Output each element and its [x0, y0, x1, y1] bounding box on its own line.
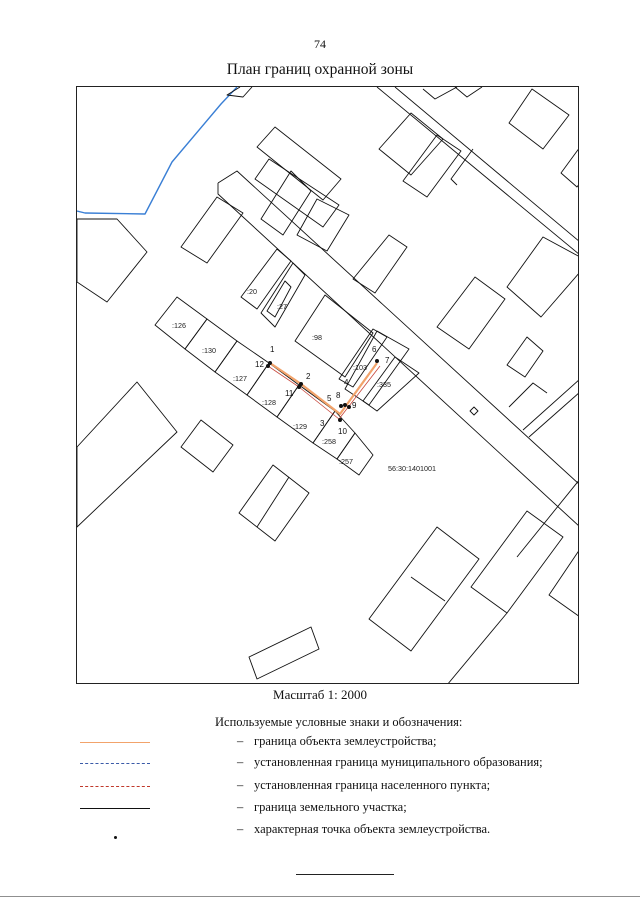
legend-swatch	[80, 763, 150, 764]
cadastral-block-label: 56:30:1401001	[388, 464, 436, 473]
legend-text: граница земельного участка;	[254, 800, 407, 814]
river-line	[77, 87, 237, 214]
boundary-point	[375, 359, 379, 363]
building	[451, 149, 473, 185]
legend-text: установленная граница муниципального образования;	[254, 755, 543, 769]
parcel-label: :98	[312, 333, 322, 342]
legend-swatch	[80, 808, 150, 809]
parcel-label: :20	[247, 287, 257, 296]
point-label: 4	[344, 378, 349, 387]
legend-swatch	[80, 786, 150, 787]
parcel-label: :335	[377, 380, 391, 389]
point-label: 10	[338, 427, 347, 436]
parcel-label: :103	[353, 363, 367, 372]
map-frame	[76, 86, 579, 684]
legend-text: установленная граница населенного пункта;	[254, 778, 491, 792]
legend-dash: –	[237, 755, 244, 769]
legend-dash: –	[237, 822, 244, 836]
road-edge	[395, 87, 579, 242]
page-bottom-edge	[0, 896, 640, 897]
building	[181, 197, 243, 263]
point-label: 9	[352, 401, 357, 410]
legend-text: характерная точка объекта землеустройства.	[254, 822, 491, 836]
map-scale: Масштаб 1: 2000	[273, 687, 367, 702]
page-title: План границ охранной зоны	[226, 61, 414, 78]
building	[549, 549, 579, 617]
parcel-label: :128	[262, 398, 276, 407]
parcel	[337, 433, 373, 475]
legend-item-characteristic-point	[80, 822, 600, 840]
building	[297, 199, 349, 251]
building	[369, 527, 479, 651]
building	[257, 477, 289, 527]
legend-item-settlement-boundary	[80, 778, 600, 796]
footer-rule	[296, 874, 394, 875]
legend-item-land-plot-boundary	[80, 800, 600, 818]
building	[77, 219, 147, 302]
building	[509, 383, 547, 407]
boundary-point	[338, 418, 342, 422]
building	[255, 159, 339, 227]
point-label: 11	[285, 389, 294, 398]
building	[447, 613, 507, 684]
point-label: 6	[372, 345, 377, 354]
parcel-label: :258	[322, 437, 336, 446]
building	[470, 407, 478, 415]
parcel-label: :27	[277, 302, 287, 311]
parcel	[267, 281, 291, 317]
road-edge	[377, 87, 579, 255]
building	[403, 135, 461, 197]
building	[181, 420, 233, 472]
legend-item-object-boundary	[80, 734, 600, 752]
building	[239, 465, 309, 541]
building	[471, 511, 563, 613]
boundary-point	[266, 364, 270, 368]
point-label: 12	[255, 360, 264, 369]
parcel-label: :129	[293, 422, 307, 431]
cadastral-map	[77, 87, 579, 684]
point-label: 5	[327, 394, 332, 403]
boundary-point	[339, 404, 343, 408]
page-number: 74	[314, 37, 326, 51]
parcel	[437, 277, 505, 349]
parcel	[507, 337, 543, 377]
building	[509, 89, 569, 149]
point-label: 7	[385, 356, 390, 365]
parcel-label: :127	[233, 374, 247, 383]
point-label: 8	[336, 391, 341, 400]
building	[249, 627, 319, 679]
parcel	[507, 237, 579, 317]
road-edge	[529, 392, 579, 437]
boundary-point	[343, 403, 347, 407]
legend-item-municipal-boundary	[80, 755, 600, 773]
building	[561, 147, 579, 187]
point-icon	[114, 836, 117, 839]
legend-dash: –	[237, 800, 244, 814]
building	[227, 87, 252, 97]
road-edge	[218, 183, 579, 527]
point-label: 3	[320, 419, 325, 428]
building	[423, 87, 457, 99]
legend-title: Используемые условные знаки и обозначения:	[215, 715, 463, 729]
legend-swatch	[80, 742, 150, 743]
parcel-label: :130	[202, 346, 216, 355]
building	[261, 171, 311, 235]
building	[77, 382, 177, 527]
road-edge	[218, 171, 579, 485]
parcel	[363, 357, 419, 411]
building	[411, 577, 445, 601]
legend-text: граница объекта землеустройства;	[254, 734, 437, 748]
point-label: 2	[306, 372, 311, 381]
boundary-point	[297, 385, 301, 389]
building	[455, 87, 482, 97]
boundary-point	[347, 405, 351, 409]
point-label: 1	[270, 345, 275, 354]
parcel-label: :257	[339, 457, 353, 466]
parcel-label: :126	[172, 321, 186, 330]
parcel	[241, 249, 291, 309]
legend-dash: –	[237, 734, 244, 748]
parcel	[353, 235, 407, 293]
road-edge	[523, 379, 579, 430]
building	[379, 113, 443, 175]
legend-dash: –	[237, 778, 244, 792]
